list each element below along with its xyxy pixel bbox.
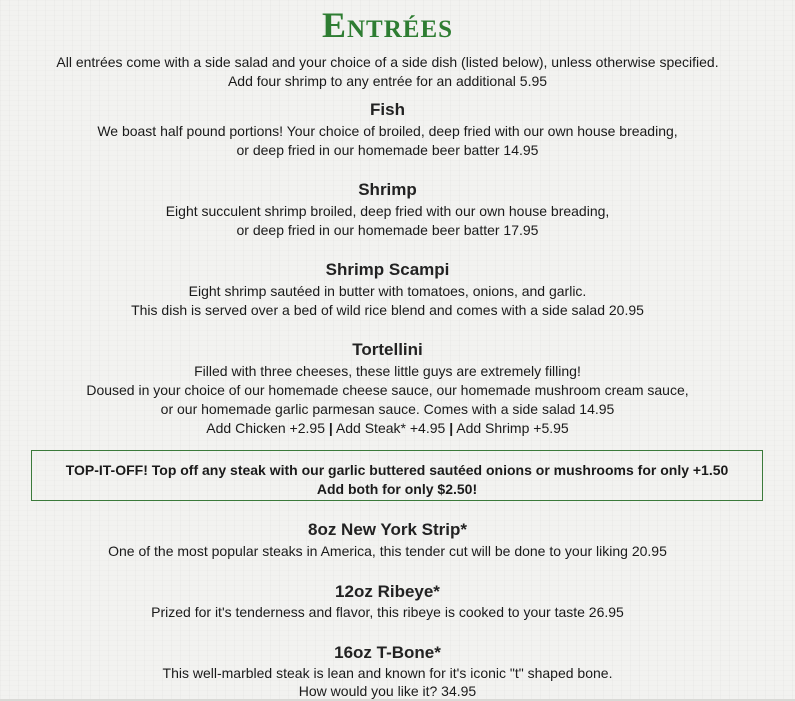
top-it-off-line-1: TOP-IT-OFF! Top off any steak with our garlic buttered sautéed onions or mushrooms for only +1.50 [65,462,729,478]
ny-strip-desc: One of the most popular steaks in America, this tender cut will be done to your liking 20.95 [108,543,667,559]
ribeye-desc: Prized for it's tenderness and flavor, this ribeye is cooked to your taste 26.95 [151,604,624,620]
tbone-heading: 16oz T-Bone* [334,643,441,662]
ny-strip-heading: 8oz New York Strip* [307,520,468,539]
top-it-off-box [31,450,763,501]
addon-separator: | [449,420,454,436]
tbone-desc-2: How would you like it? 34.95 [298,683,477,699]
tortellini-desc-2: Doused in your choice of our homemade cheese sauce, our homemade mushroom cream sauce, [86,382,689,398]
fish-desc-1: We boast half pound portions! Your choice of broiled, deep fried with our own house breading, [97,123,678,139]
intro-line-2: Add four shrimp to any entrée for an additional 5.95 [227,73,548,89]
shrimp-desc-1: Eight succulent shrimp broiled, deep fried with our own house breading, [165,203,610,219]
intro-line-1: All entrées come with a side salad and your choice of a side dish (listed below), unless otherwise specified. [56,54,719,70]
tortellini-heading: Tortellini [352,340,423,359]
addon-separator: | [328,420,333,436]
addon-steak: Add Steak* +4.95 [335,420,446,436]
scampi-heading: Shrimp Scampi [325,260,450,279]
fish-heading: Fish [370,100,405,119]
tortellini-addons [0,419,775,438]
page-title: Entrées [321,5,454,45]
scampi-desc-1: Eight shrimp sautéed in butter with tomatoes, onions, and garlic. [188,283,587,299]
fish-desc-2: or deep fried in our homemade beer batter 14.95 [236,142,539,158]
ribeye-heading: 12oz Ribeye* [335,582,440,601]
shrimp-heading: Shrimp [358,180,417,199]
shrimp-desc-2: or deep fried in our homemade beer batter 17.95 [236,222,539,238]
scampi-desc-2: This dish is served over a bed of wild rice blend and comes with a side salad 20.95 [131,302,644,318]
top-it-off-line-2: Add both for only $2.50! [316,481,478,497]
tortellini-desc-3: or our homemade garlic parmesan sauce. Comes with a side salad 14.95 [160,401,615,417]
addon-chicken: Add Chicken +2.95 [206,420,325,436]
tbone-desc-1: This well-marbled steak is lean and known for it's iconic "t" shaped bone. [162,665,613,681]
addon-shrimp: Add Shrimp +5.95 [456,420,569,436]
tortellini-desc-1: Filled with three cheeses, these little guys are extremely filling! [194,363,581,379]
